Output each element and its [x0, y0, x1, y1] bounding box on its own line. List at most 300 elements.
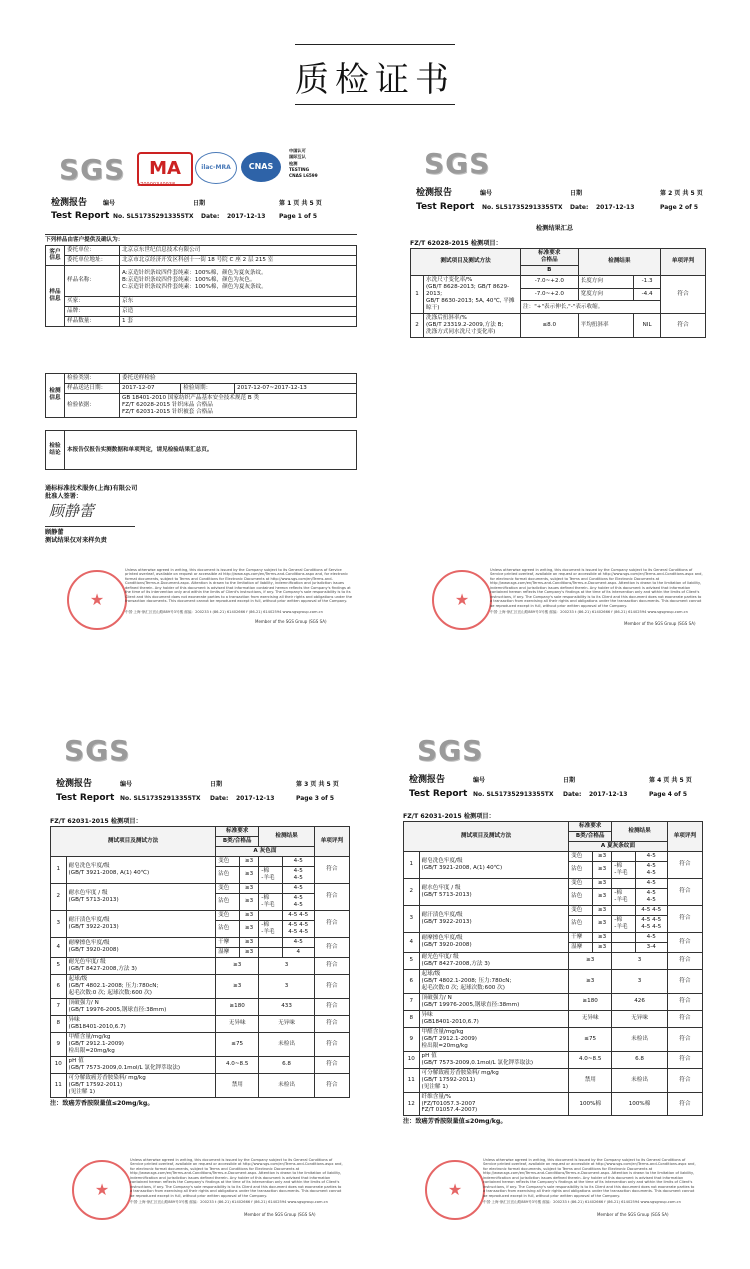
sub-item: 变色: [216, 910, 240, 920]
item-text: 耐汗渍色牢度/级 (GB/T 3922-2013): [419, 905, 569, 932]
row-number: 2: [51, 883, 67, 910]
req-value: 4.0~8.5: [216, 1056, 259, 1073]
req-value: ≥3: [592, 878, 611, 888]
page-label-cn: 第 2 页 共 5 页: [660, 190, 703, 197]
table-row: [404, 1092, 703, 1116]
result-value: 4-5 4-5: [282, 893, 314, 910]
eval-value: 符合: [667, 878, 702, 905]
sample-value: 1 套: [120, 316, 357, 326]
result-value: 100%棉: [612, 1092, 668, 1116]
eval-value: 符合: [667, 952, 702, 969]
result-value: 3: [259, 957, 315, 974]
row-number: 8: [51, 1015, 67, 1032]
approver-label: 批准人签署：: [45, 493, 83, 500]
report-header: [409, 775, 701, 801]
sub-item: 沾色: [569, 861, 593, 878]
sub-item: 干摩: [569, 932, 593, 942]
accreditation-text: [289, 148, 318, 179]
standard-label: FZ/T 62031-2015 检测项目：: [403, 813, 495, 820]
fiber: [259, 910, 282, 920]
col-eval: 单项评判: [661, 249, 706, 276]
bottom-rule: [295, 104, 455, 105]
item-text: 甲醛含量/mg/kg (GB/T 2912.1-2009) 检出限=20mg/kg: [66, 1032, 216, 1056]
result-value: 4-5 4-5: [635, 888, 667, 905]
official-seal-icon: ★: [432, 570, 492, 630]
sample-value: 京东: [120, 296, 357, 306]
date-label-en: Date:: [201, 213, 220, 221]
cnas-logo: CNAS: [241, 152, 281, 182]
row-number: 2: [404, 878, 420, 905]
company-name: 通标标准技术服务(上海)有限公司: [45, 485, 138, 492]
accreditation-line: 检测: [289, 160, 298, 166]
results-table: [403, 821, 703, 1116]
result-value: 4-5 4-5 4-5 4-5: [282, 920, 314, 937]
sample-key: 买家：: [65, 296, 120, 306]
result-value: 无异味: [259, 1015, 315, 1032]
eval-value: 符合: [667, 851, 702, 878]
table-row: [51, 1015, 350, 1032]
item-text: 耐水色牢度 / 级 (GB/T 5713-2013): [66, 883, 216, 910]
eval-value: 符合: [667, 1051, 702, 1068]
report-number: No. SL517352913355TX: [482, 204, 563, 212]
item-text: 起球/级 (GB/T 4802.1-2008; 压力:780cN; 起毛次数:0 次; 起球次数:600 次): [66, 974, 216, 998]
req-value: ≤75: [216, 1032, 259, 1056]
result-value: 3: [612, 952, 668, 969]
result-value: 未检出: [612, 1068, 668, 1092]
sample-section-label: 样品信息: [46, 265, 65, 326]
sgs-logo: SGS: [59, 153, 126, 186]
page-label-en: Page 3 of 5: [296, 795, 334, 803]
report-number: No. SL517352913355TX: [120, 795, 201, 803]
client-section-label: 客户信息: [46, 246, 65, 266]
result-value: 未检出: [259, 1073, 315, 1097]
req-value: ≥3: [569, 952, 612, 969]
eval-value: 符合: [314, 937, 349, 957]
result-value: -4.4: [634, 288, 661, 301]
req-value: -7.0~+2.0: [521, 288, 579, 301]
member-note: Member of the SGS Group (SGS SA): [244, 1212, 316, 1217]
test-info-table: [45, 373, 357, 418]
fiber: -棉 -羊毛: [259, 866, 282, 883]
row-number: 10: [404, 1051, 420, 1068]
report-date: 2017-12-13: [589, 791, 628, 799]
fiber: -棉 -羊毛: [259, 920, 282, 937]
number-label-cn: 编号: [480, 190, 493, 197]
result-value: 无异味: [612, 1010, 668, 1027]
row-number: 6: [51, 974, 67, 998]
col-sample: A 灰色面: [216, 846, 315, 856]
test-basis: GB 18401-2010 国家纺织产品基本安全技术规范 B 类 FZ/T 62028-2015 针织床品 合格品 FZ/T 62031-2015 针织被套 合格品: [120, 393, 357, 417]
req-value: ≥3: [592, 851, 611, 861]
fiber: [612, 932, 635, 942]
sgs-logo: SGS: [424, 147, 491, 180]
received-date: 2017-12-07: [120, 383, 181, 393]
row-number: 7: [404, 993, 420, 1010]
fiber: [612, 942, 635, 952]
client-key: 委托单位：: [65, 246, 120, 256]
row-number: 3: [51, 910, 67, 937]
eval-value: 符合: [667, 932, 702, 952]
report-header: [416, 188, 706, 214]
sub-item: 沾色: [216, 920, 240, 937]
fiber: [612, 905, 635, 915]
sample-b: B: [521, 265, 579, 275]
eval-value: 符合: [314, 1032, 349, 1056]
client-key: 委托单位地址：: [65, 255, 120, 265]
report-label-cn: 检测报告: [409, 775, 446, 785]
disclaimer-text: Unless otherwise agreed in writing, this document is issued by the Company subject to its General Conditions of Service printed overleaf, available on request or accessible at http://www.sgs.com/en/Terms-and-Conditions.aspx and, for electronic format documents, subject to Terms and Conditions for Electronic Documents at http://www.sgs.com/en/Terms-and-Conditions/Terms-e-Document.aspx. Attention is drawn to the limitation of liability, indemnification and jurisdiction issues defined therein. Any holder of this document is advised that information contained hereon reflects the Company's findings at the time of its intervention only and within the limits of Client's instructions, if any. The Company's sole responsibility is to its Client and this document does not exonerate parties to a transaction from exercising all their rights and obligations under the transaction documents. This document cannot be reproduced except in full, without prior written approval of the Company.: [125, 568, 353, 604]
sub-item: 变色: [216, 856, 240, 866]
test-section-label: 检测信息: [46, 374, 65, 418]
signature-line: [45, 526, 135, 527]
req-value: ≥180: [216, 998, 259, 1015]
col-req: 标准要求: [216, 827, 259, 837]
ilac-mra-logo: ilac-MRA: [195, 152, 237, 184]
date-label-en: Date:: [210, 795, 229, 803]
results-table: [50, 826, 350, 1098]
result-value: 6.8: [612, 1051, 668, 1068]
item-text: 耐摩擦色牢度/级 (GB/T 3920-2008): [66, 937, 216, 957]
report-label-en: Test Report: [409, 789, 468, 800]
accreditation-line: CNAS L6599: [289, 173, 318, 179]
grade-label: 合格品: [540, 256, 558, 263]
col-item: 测试项目及测试方法: [404, 822, 569, 852]
date-label-en: Date:: [563, 791, 582, 799]
result-value: NIL: [634, 313, 661, 337]
sub-item: 沾色: [216, 866, 240, 883]
req-value: 禁用: [216, 1073, 259, 1097]
official-seal-icon: ★: [425, 1160, 485, 1220]
table-row: [404, 969, 703, 993]
report-label-en: Test Report: [56, 793, 115, 804]
result-value: 4-5: [282, 883, 314, 893]
table-row: [404, 952, 703, 969]
sub-item: 变色: [569, 878, 593, 888]
fiber: [259, 856, 282, 866]
req-value: 禁用: [569, 1068, 612, 1092]
col-result: 检测结果: [578, 249, 660, 276]
col-result: 检测结果: [612, 822, 668, 842]
eval-value: 符合: [667, 993, 702, 1010]
row-number: 8: [404, 1010, 420, 1027]
page-label-cn: 第 3 页 共 5 页: [296, 781, 339, 788]
accreditation-line: 国际互认: [289, 154, 306, 160]
row-number: 11: [51, 1073, 67, 1097]
report-date: 2017-12-13: [596, 204, 635, 212]
row-number: 10: [51, 1056, 67, 1073]
item-text: 可分解致癌芳香胺染料/ mg/kg (GB/T 17592-2011) (见注解 1): [66, 1073, 216, 1097]
req-value: ≥3: [239, 920, 258, 937]
client-value: 北京京东世纪信息技术有限公司: [120, 246, 357, 256]
row-number: 5: [51, 957, 67, 974]
disclaimer-text: Unless otherwise agreed in writing, this document is issued by the Company subject to its General Conditions of Service printed overleaf, available on request or accessible at http://www.sgs.com/en/Terms-and-Conditions.aspx and, for electronic format documents, subject to Terms and Conditions for Electronic Documents at http://www.sgs.com/en/Terms-and-Conditions/Terms-e-Document.aspx. Attention is drawn to the limitation of liability, indemnification and jurisdiction issues defined therein. Any holder of this document is advised that information contained hereon reflects the Company's findings at the time of its intervention only and within the limits of Client's instructions, if any. The Company's sole responsibility is to its Client and this document does not exonerate parties to a transaction from exercising all their rights and obligations under the transaction documents. This document cannot be reproduced except in full, without prior written approval of the Company.: [490, 568, 703, 608]
item-text: 顶破强力/ N (GB/T 19976-2005,钢球直径:38mm): [66, 998, 216, 1015]
req-value: ≤75: [569, 1027, 612, 1051]
report-label-cn: 检测报告: [56, 779, 93, 789]
table-row: [404, 1051, 703, 1068]
table-row: [404, 878, 703, 888]
col-req: 标准要求: [569, 822, 612, 832]
item-text: 耐光色牢度/ 级 (GB/T 8427-2008,方法 3): [419, 952, 569, 969]
sub-item: 沾色: [569, 888, 593, 905]
req-value: ≥3: [569, 969, 612, 993]
eval-value: 符合: [667, 1068, 702, 1092]
official-seal-icon: ★: [67, 570, 127, 630]
eval-value: 符合: [661, 313, 706, 337]
responsibility-note: 测试结果仅对来样负责: [45, 537, 107, 544]
report-label-en: Test Report: [416, 202, 475, 213]
result-value: 4-5 4-5: [635, 905, 667, 915]
standard-label: FZ/T 62031-2015 检测项目：: [50, 818, 142, 825]
req-value: ≥3: [239, 883, 258, 893]
req-value: ≥3: [592, 932, 611, 942]
row-number: 1: [404, 851, 420, 878]
item-text: 异味 (GB18401-2010,6.7): [66, 1015, 216, 1032]
table-row: [404, 1027, 703, 1051]
table-note: 注：致癌芳香胺限量值≤20mg/kg。: [403, 1118, 507, 1125]
page-label-en: Page 4 of 5: [649, 791, 687, 799]
eval-value: 符合: [667, 905, 702, 932]
col-req: [521, 249, 579, 266]
report-header: [51, 198, 351, 223]
sub-item: 沾色: [216, 893, 240, 910]
sub-item: 干摩: [216, 937, 240, 947]
req-value: ≥3: [239, 856, 258, 866]
direction: 长度方向: [578, 275, 634, 288]
col-item: 测试项目及测试方法: [411, 249, 521, 276]
test-key: 检验类别：: [65, 374, 120, 384]
cma-code: 170900340938: [137, 182, 176, 188]
summary-title: 检测结果汇总: [536, 225, 574, 232]
req-label: 标准要求: [538, 250, 561, 256]
report-page-2: [410, 148, 710, 633]
eval-value: 符合: [314, 957, 349, 974]
result-value: 4-5 4-5 4-5 4-5: [635, 915, 667, 932]
result-value: -1.3: [634, 275, 661, 288]
table-row: [404, 1010, 703, 1027]
result-value: 未检出: [259, 1032, 315, 1056]
item-text: 耐皂洗色牢度/级 (GB/T 3921-2008, A(1) 40℃): [419, 851, 569, 878]
row-number: 6: [404, 969, 420, 993]
sub-item: 变色: [569, 851, 593, 861]
req-value: ≥3: [239, 866, 258, 883]
client-info-table: [45, 245, 357, 327]
member-note: Member of the SGS Group (SGS SA): [597, 1212, 669, 1217]
table-row: [51, 937, 350, 947]
table-row: [51, 957, 350, 974]
sample-key: 样品名称：: [65, 265, 120, 296]
result-value: 433: [259, 998, 315, 1015]
fiber: [612, 878, 635, 888]
report-page-4: [403, 735, 703, 1227]
result-value: 426: [612, 993, 668, 1010]
result-value: 3: [612, 969, 668, 993]
fiber: [612, 851, 635, 861]
eval-value: 符合: [667, 1092, 702, 1116]
req-value: 无异味: [569, 1010, 612, 1027]
row-number: 11: [404, 1068, 420, 1092]
accreditation-line: 中国认可: [289, 148, 306, 153]
req-value: ≥3: [239, 937, 258, 947]
eval-value: 符合: [314, 1073, 349, 1097]
page-label-cn: 第 4 页 共 5 页: [649, 777, 692, 784]
result-value: 4-5 4-5: [282, 910, 314, 920]
member-note: Member of the SGS Group (SGS SA): [255, 619, 327, 624]
col-result: 检测结果: [259, 827, 315, 847]
table-note: 注：致癌芳香胺限量值≤20mg/kg。: [50, 1100, 154, 1107]
req-value: ≥3: [592, 915, 611, 932]
req-value: ≤8.0: [521, 313, 579, 337]
item-text: 耐摩擦色牢度/级 (GB/T 3920-2008): [419, 932, 569, 952]
test-key: 样品送达日期：: [65, 383, 120, 393]
report-label-cn: 检测报告: [51, 198, 88, 208]
table-row: [404, 905, 703, 915]
result-value: 4-5: [635, 878, 667, 888]
result-value: 4: [282, 947, 314, 957]
eval-value: 符合: [314, 856, 349, 883]
test-key: 检验依据：: [65, 393, 120, 417]
table-row: [51, 974, 350, 998]
req-value: -7.0~+2.0: [521, 275, 579, 288]
date-label-en: Date:: [570, 204, 589, 212]
req-value: ≥3: [239, 947, 258, 957]
item-text: 纤维含量/% (FZ/T01057.3-2007 FZ/T 01057.4-2007): [419, 1092, 569, 1116]
result-value: 4-5: [282, 937, 314, 947]
col-grade: B类/合格品: [569, 831, 612, 841]
row-number: 3: [404, 905, 420, 932]
item-text: 耐水色牢度 / 级 (GB/T 5713-2013): [419, 878, 569, 905]
item-text: 耐皂洗色牢度/级 (GB/T 3921-2008, A(1) 40℃): [66, 856, 216, 883]
table-row: [51, 856, 350, 866]
address-text: 中国·上海·徐汇区宜山路889号3号楼 邮编：200233 t (86-21) 61402666 f (86-21) 61402594 www.sgsgroup.com.cn: [490, 610, 688, 614]
result-value: 4-5: [635, 932, 667, 942]
col-sample: A 夏灰条纹面: [569, 841, 668, 851]
sign-note: 注："+"表示伸长,"-"表示收缩。: [521, 301, 661, 314]
page-label-en: Page 2 of 5: [660, 204, 698, 212]
report-number: No. SL517352913355TX: [113, 213, 194, 221]
page-title: 质检证书: [295, 60, 455, 100]
fiber: -棉 -羊毛: [612, 861, 635, 878]
cma-logo: MA: [137, 152, 193, 186]
item-text: 水洗尺寸变化率/% (GB/T 8628-2013; GB/T 8629-2013; GB/T 8630-2013; 5A, 40℃, 平摊晾干): [424, 275, 521, 313]
row-number: 5: [404, 952, 420, 969]
report-page-3: [50, 735, 350, 1227]
table-row: [404, 851, 703, 861]
result-value: 未检出: [612, 1027, 668, 1051]
divider: [45, 234, 357, 235]
fiber: -棉 -羊毛: [612, 888, 635, 905]
sub-item: 沾色: [569, 915, 593, 932]
table-row: [51, 1073, 350, 1097]
eval-value: 符合: [314, 1015, 349, 1032]
eval-value: 符合: [661, 275, 706, 313]
table-row: [404, 993, 703, 1010]
req-value: ≥3: [239, 910, 258, 920]
results-table: [410, 248, 706, 338]
sgs-logo: SGS: [417, 734, 484, 767]
req-value: ≥3: [216, 974, 259, 998]
page-label-en: Page 1 of 5: [279, 213, 317, 221]
result-value: 4-5: [635, 851, 667, 861]
item-text: pH 值 (GB/T 7573-2009,0.1mol/L 氯化钾萃取法): [66, 1056, 216, 1073]
item-text: 甲醛含量/mg/kg (GB/T 2912.1-2009) 检出限=20mg/kg: [419, 1027, 569, 1051]
req-value: ≥3: [216, 957, 259, 974]
page-label-cn: 第 1 页 共 5 页: [279, 200, 322, 207]
direction: 宽度方向: [578, 288, 634, 301]
number-label-cn: 编号: [103, 200, 116, 207]
sub-item: 湿摩: [569, 942, 593, 952]
col-eval: 单项评判: [314, 827, 349, 857]
item-text: 耐光色牢度/ 级 (GB/T 8427-2008,方法 3): [66, 957, 216, 974]
table-row: [51, 998, 350, 1015]
eval-value: 符合: [314, 883, 349, 910]
row-number: 9: [404, 1027, 420, 1051]
member-note: Member of the SGS Group (SGS SA): [624, 621, 696, 626]
req-value: 无异味: [216, 1015, 259, 1032]
report-date: 2017-12-13: [236, 795, 275, 803]
item-text: pH 值 (GB/T 7573-2009,0.1mol/L 氯化钾萃取法): [419, 1051, 569, 1068]
col-eval: 单项评判: [667, 822, 702, 852]
eval-value: 符合: [667, 1027, 702, 1051]
result-value: 4-5 4-5: [635, 861, 667, 878]
date-label-cn: 日期: [193, 200, 206, 207]
conclusion-text: 本报告仅报告实测数据和单项判定，请见检验结果汇总页。: [65, 431, 357, 470]
test-value: 委托送样检验: [120, 374, 357, 384]
sample-value: A:京造针织条纹四件套纯素：100%棉，颜色为夏灰条纹。 B:京造针织条纹四件套纯素：100%棉，颜色为灰色。 C:京造针织条纹四件套纯素：100%棉，颜色为夏灰条纹。: [120, 265, 357, 296]
row-number: 7: [51, 998, 67, 1015]
eval-value: 符合: [314, 1056, 349, 1073]
eval-value: 符合: [314, 910, 349, 937]
date-label-cn: 日期: [210, 781, 223, 788]
sub-item: 变色: [216, 883, 240, 893]
signer-name: 顾静蕾: [45, 529, 64, 536]
table-row: [51, 1032, 350, 1056]
row-number: 2: [411, 313, 424, 337]
item-text: 洗涤后扭斜率/% (GB/T 23319.2-2009,方法 B; 洗涤方式同水洗尺寸变化率): [424, 313, 521, 337]
test-period: 2017-12-07~2017-12-13: [235, 383, 357, 393]
report-date: 2017-12-13: [227, 213, 266, 221]
result-value: 4-5: [282, 856, 314, 866]
eval-value: 符合: [314, 998, 349, 1015]
official-seal-icon: ★: [72, 1160, 132, 1220]
report-label-en: Test Report: [51, 211, 110, 222]
date-label-cn: 日期: [563, 777, 576, 784]
report-number: No. SL517352913355TX: [473, 791, 554, 799]
sub-item: 湿摩: [216, 947, 240, 957]
report-header: [56, 779, 348, 805]
eval-value: 符合: [667, 1010, 702, 1027]
accreditation-line: TESTING: [289, 166, 310, 172]
disclaimer-text: Unless otherwise agreed in writing, this document is issued by the Company subject to its General Conditions of Service printed overleaf, available on request or accessible at http://www.sgs.com/en/Terms-and-Conditions.aspx and, for electronic format documents, subject to Terms and Conditions for Electronic Documents at http://www.sgs.com/en/Terms-and-Conditions/Terms-e-Document.aspx. Attention is drawn to the limitation of liability, indemnification and jurisdiction issues defined therein. Any holder of this document is advised that information contained hereon reflects the Company's findings at the time of its intervention only and within the limits of Client's instructions, if any. The Company's sole responsibility is to its Client and this document does not exonerate parties to a transaction from exercising all their rights and obligations under the transaction documents. This document cannot be reproduced except in full, without prior written approval of the Company.: [130, 1158, 343, 1198]
sgs-logo: SGS: [64, 734, 131, 767]
conclusion-label: 检验结论: [46, 431, 65, 470]
item-text: 异味 (GB18401-2010,6.7): [419, 1010, 569, 1027]
fiber: -棉 -羊毛: [259, 893, 282, 910]
number-label-cn: 编号: [473, 777, 486, 784]
row-number: 4: [404, 932, 420, 952]
fiber: -棉 -羊毛: [612, 915, 635, 932]
col-grade: B类/合格品: [216, 836, 259, 846]
item-text: 起球/级 (GB/T 4802.1-2008; 压力:780cN; 起毛次数:0 次; 起球次数:600 次): [419, 969, 569, 993]
fiber: [259, 883, 282, 893]
table-row: [51, 883, 350, 893]
disclaimer-text: Unless otherwise agreed in writing, this document is issued by the Company subject to its General Conditions of Service printed overleaf, available on request or accessible at http://www.sgs.com/en/Terms-and-Conditions.aspx and, for electronic format documents, subject to Terms and Conditions for Electronic Documents at http://www.sgs.com/en/Terms-and-Conditions/Terms-e-Document.aspx. Attention is drawn to the limitation of liability, indemnification and jurisdiction issues defined therein. Any holder of this document is advised that information contained hereon reflects the Company's findings at the time of its intervention only and within the limits of Client's instructions, if any. The Company's sole responsibility is to its Client and this document does not exonerate parties to a transaction from exercising all their rights and obligations under the transaction documents. This document cannot be reproduced except in full, without prior written approval of the Company.: [483, 1158, 696, 1198]
row-number: 1: [411, 275, 424, 313]
result-value: 3-4: [635, 942, 667, 952]
top-rule: [295, 44, 455, 45]
req-value: ≥3: [592, 861, 611, 878]
table-row: [51, 910, 350, 920]
